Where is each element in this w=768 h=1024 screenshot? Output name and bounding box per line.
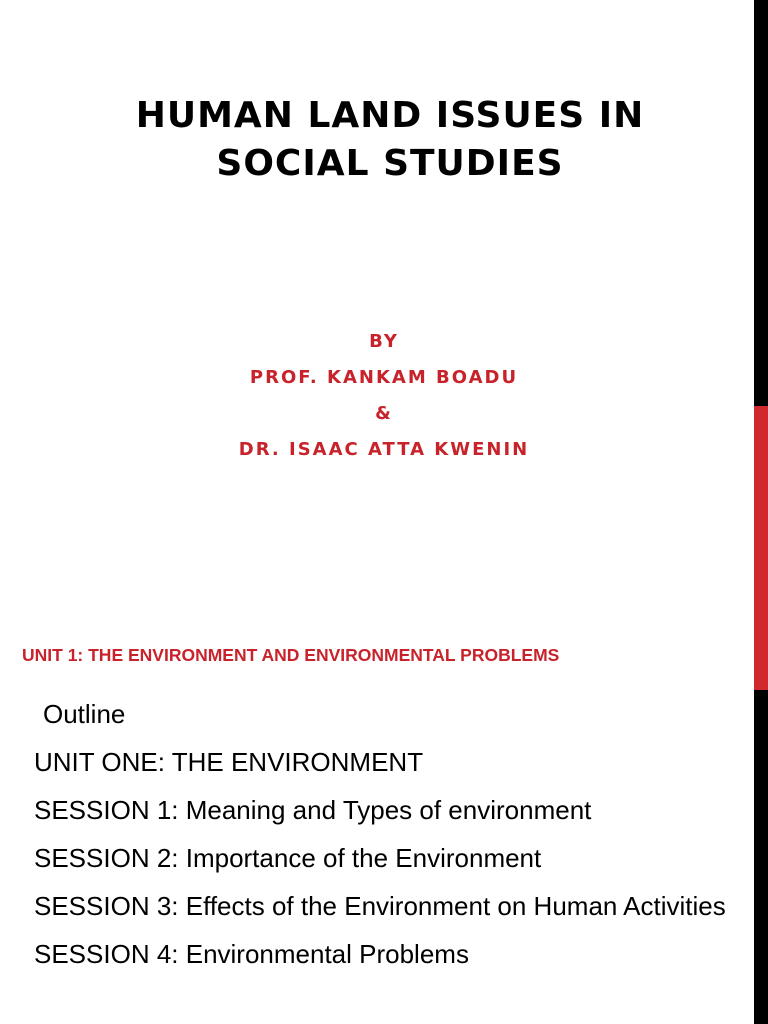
- unit-heading: UNIT 1: THE ENVIRONMENT AND ENVIRONMENTAL PROBLEMS: [22, 645, 560, 665]
- outline-item: SESSION 2: Importance of the Environment: [34, 843, 542, 873]
- outline-label: Outline: [43, 699, 126, 729]
- by-label: BY: [369, 331, 399, 352]
- outline-item: SESSION 3: Effects of the Environment on Human Activities: [34, 891, 726, 921]
- outline-item: SESSION 4: Environmental Problems: [34, 939, 469, 969]
- outline-item: SESSION 1: Meaning and Types of environment: [34, 795, 592, 825]
- author-name-1: PROF. KANKAM BOADU: [249, 367, 519, 388]
- outline-item: UNIT ONE: THE ENVIRONMENT: [34, 747, 424, 777]
- document-title: [0, 92, 768, 188]
- author-name-2: DR. ISAAC ATTA KWENIN: [238, 439, 530, 460]
- title-line-2: SOCIAL STUDIES: [216, 143, 564, 184]
- title-line-1: HUMAN LAND ISSUES IN: [135, 95, 645, 136]
- outline-section: [34, 697, 730, 985]
- author-ampersand: &: [375, 403, 393, 424]
- author-block: [0, 325, 768, 469]
